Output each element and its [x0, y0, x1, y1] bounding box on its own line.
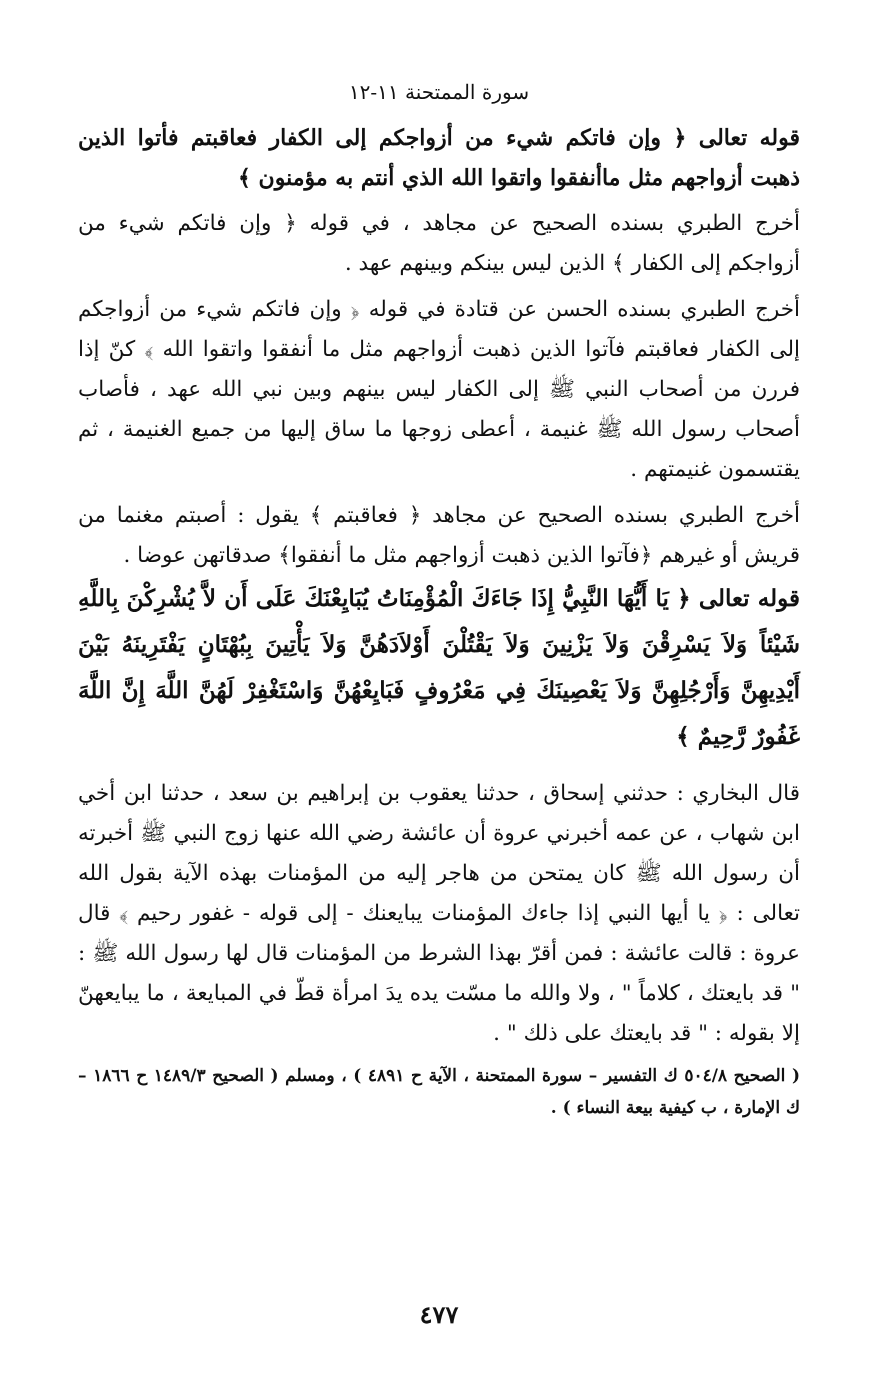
book-page: [78, 78, 800, 1358]
citation-footnote: ( الصحيح ٥٠٤/٨ ك التفسير – سورة الممتحنة ، الآية ح ٤٨٩١ ) ، ومسلم ( الصحيح ١٤٨٩/٣ ح ١٨٦٦ – ك الإمارة ، ب كيفية بيعة النساء ) .: [78, 1066, 801, 1118]
verse-heading-2: قوله تعالى ﴿ يَا أَيُّهَا النَّبِيُّ إِذَا جَاءَكَ الْمُؤْمِنَاتُ يُبَايِعْنَكَ عَلَى أَن لاَّ يُشْرِكْنَ بِاللَّهِ شَيْئاً وَلاَ يَسْرِقْنَ وَلاَ يَزْنِينَ وَلاَ يَقْتُلْنَ أَوْلاَدَهُنَّ وَلاَ يَأْتِينَ بِبُهْتَانٍ يَفْتَرِينَهُ بَيْنَ أَيْدِيهِنَّ وَأَرْجُلِهِنَّ وَلاَ يَعْصِينَكَ فِي مَعْرُوفٍ فَبَايِعْهُنَّ وَاسْتَغْفِرْ لَهُنَّ اللَّهَ إِنَّ اللَّهَ غَفُورٌ رَّحِيمٌ ﴾: [78, 585, 800, 750]
page-number: ٤٧٧: [419, 1300, 459, 1329]
paragraph-bukhari-hadith: قال البخاري : حدثني إسحاق ، حدثنا يعقوب بن إبراهيم بن سعد ، حدثنا ابن أخي ابن شهاب ، عن عمه أخبرني عروة أن عائشة رضي الله عنها زوج النبي ﷺ أخبرته أن رسول الله ﷺ كان يمتحن من هاجر إليه من المؤمنات بهذه الآية بقول الله تعالى : ﴿ يا أيها النبي إذا جاءك المؤمنات يبايعنك - إلى قوله - غفور رحيم ﴾ قال عروة : قالت عائشة : فمن أقرّ بهذا الشرط من المؤمنات قال لها رسول الله ﷺ : " قد بايعتك ، كلاماً " ، ولا والله ما مسّت يده يدَ امرأة قطّ في المبايعة ، ما يبايعهنّ إلا بقوله : " قد بايعتك على ذلك " .: [78, 781, 800, 1046]
paragraph-tabari-mujahid-2: أخرج الطبري بسنده الصحيح عن مجاهد ﴿ فعاقبتم ﴾ يقول : أصبتم مغنما من قريش أو غيرهم ﴿فآتوا الذين ذهبت أزواجهم مثل ما أنفقوا﴾ صدقاتهن عوضا .: [78, 503, 800, 568]
paragraph-tabari-qatada: أخرج الطبري بسنده الحسن عن قتادة في قوله ﴿ وإن فاتكم شيء من أزواجكم إلى الكفار فعاقبتم فآتوا الذين ذهبت أزواجهم مثل ما أنفقوا واتقوا الله ﴾ كنّ إذا فررن من أصحاب النبي ﷺ إلى الكفار ليس بينهم وبين نبي الله عهد ، فأصاب أصحاب رسول الله ﷺ غنيمة ، أعطى زوجها ما ساق إليها من جميع الغنيمة ، ثم يقتسمون غنيمتهم .: [78, 297, 800, 482]
paragraph-tabari-mujahid-1: أخرج الطبري بسنده الصحيح عن مجاهد ، في قوله ﴿ وإن فاتكم شيء من أزواجكم إلى الكفار ﴾ الذين ليس بينكم وبينهم عهد .: [78, 211, 800, 276]
verse-heading-1: قوله تعالى ﴿ وإن فاتكم شيء من أزواجكم إلى الكفار فعاقبتم فأتوا الذين ذهبت أزواجهم مثل ماأنفقوا واتقوا الله الذي أنتم به مؤمنون ﴾: [78, 125, 800, 191]
running-header: سورة الممتحنة ١١-١٢: [348, 80, 530, 104]
